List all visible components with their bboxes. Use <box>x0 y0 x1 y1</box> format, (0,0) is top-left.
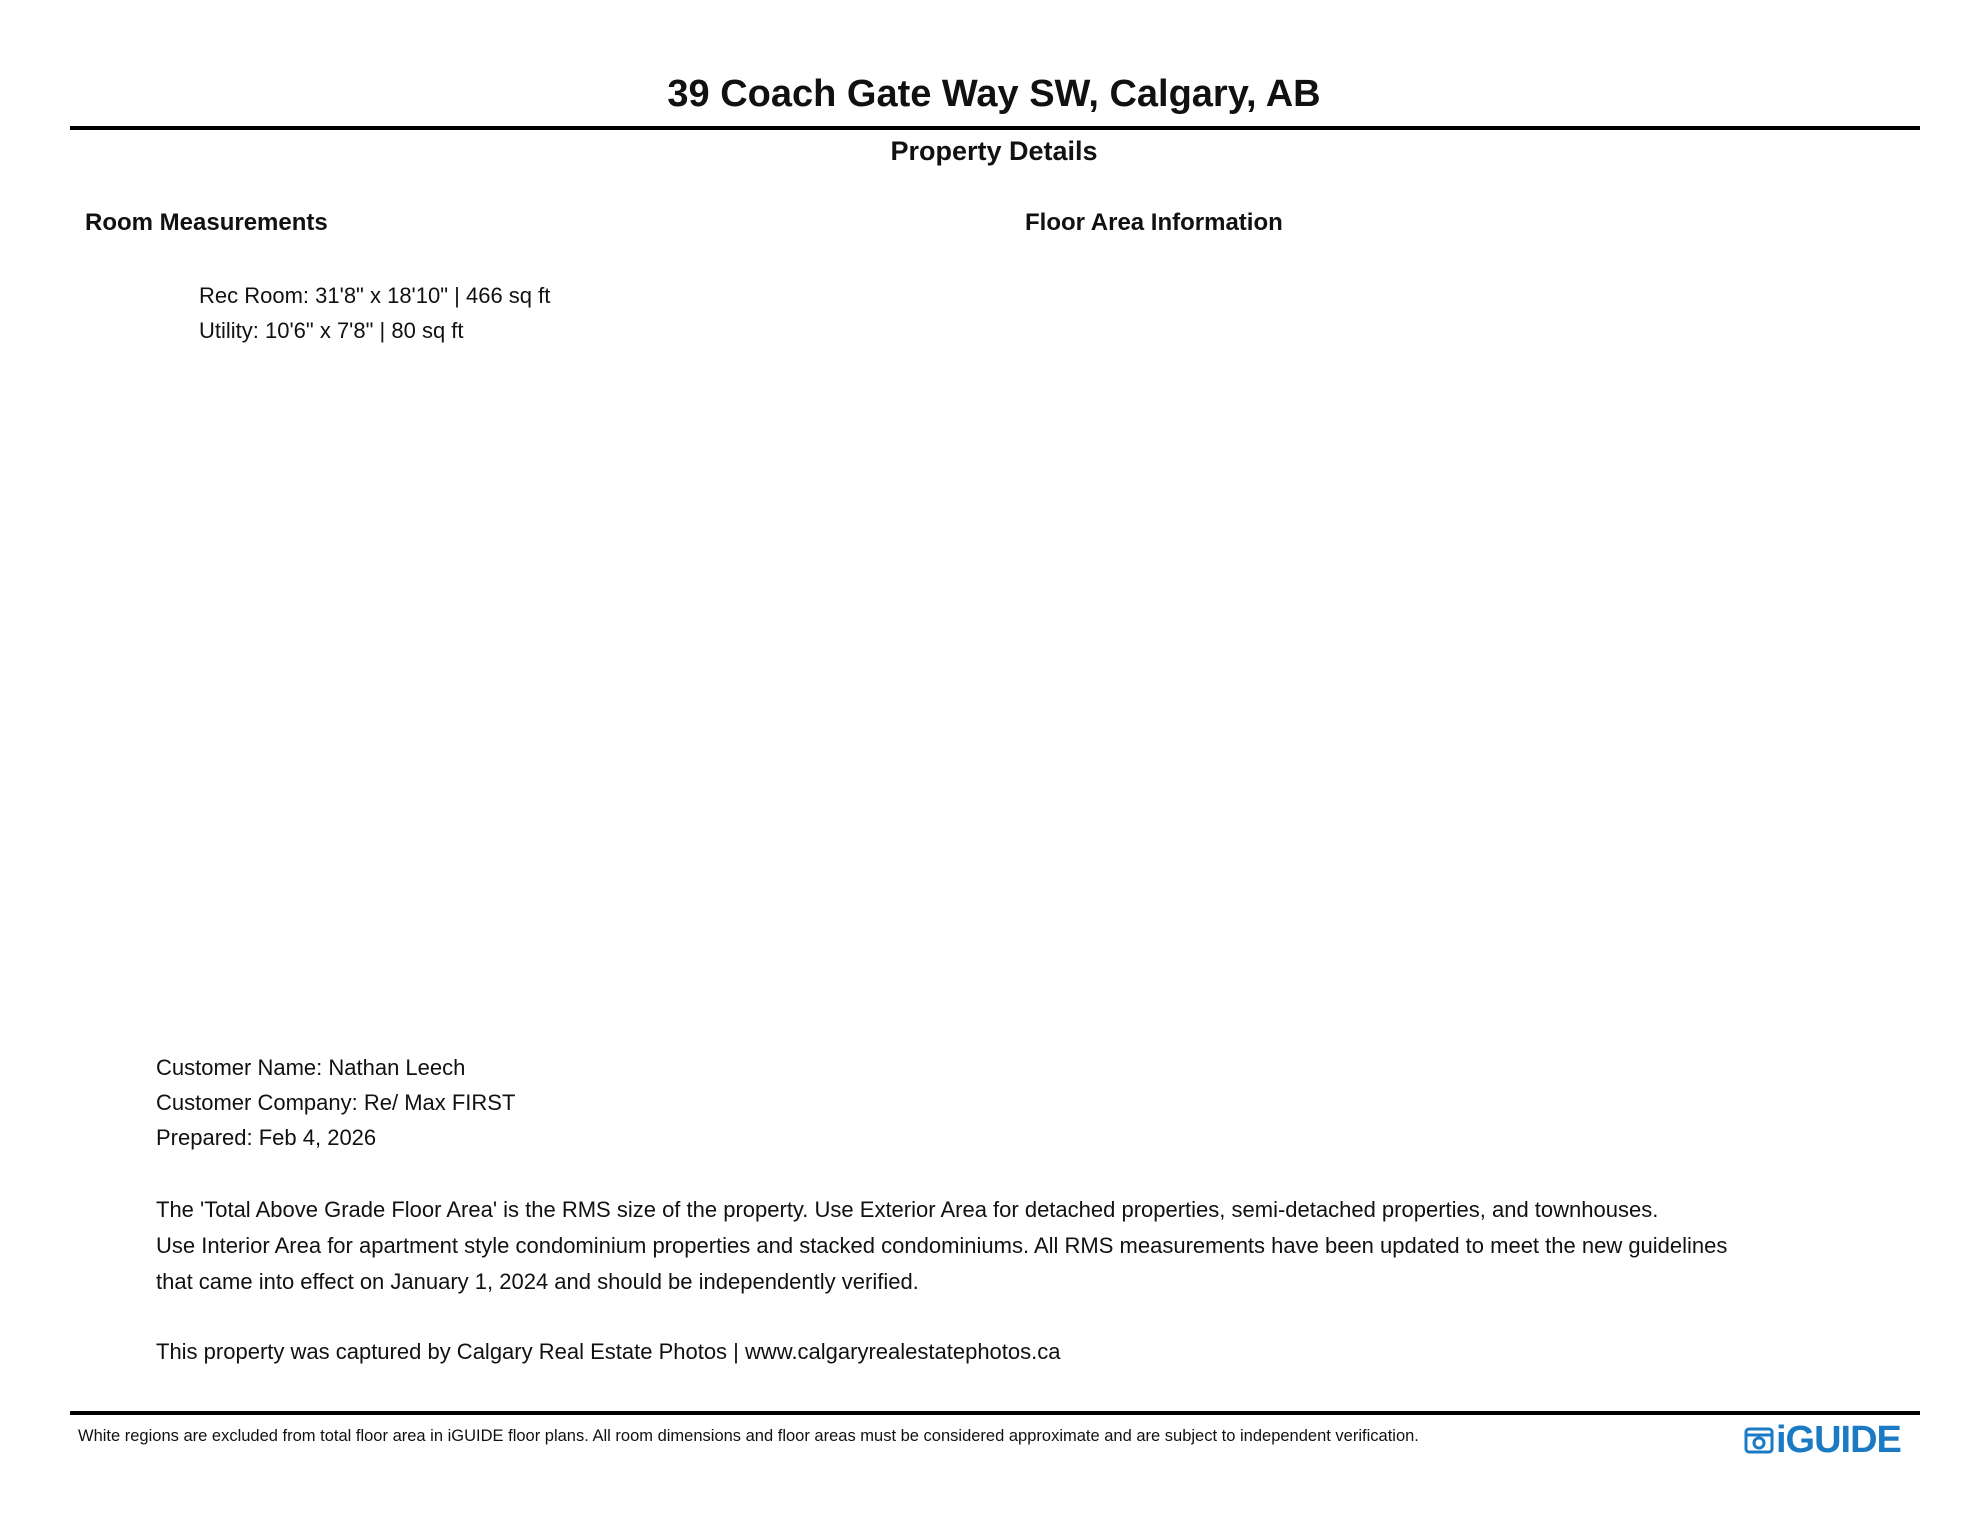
rms-notice <box>156 1192 1856 1300</box>
page-subtitle: Property Details <box>890 136 1098 166</box>
room-measurements-heading: Room Measurements <box>85 209 328 236</box>
customer-name: Customer Name: Nathan Leech <box>156 1055 466 1080</box>
floor-area-heading: Floor Area Information <box>1025 209 1283 236</box>
room-item-utility: Utility: 10'6" x 7'8" | 80 sq ft <box>199 318 464 343</box>
notice-line: that came into effect on January 1, 2024 and should be independently verified. <box>156 1269 919 1294</box>
header-divider <box>70 126 1920 130</box>
captured-by-credit: This property was captured by Calgary Real Estate Photos | www.calgaryrealestatephotos.ca <box>156 1339 1061 1364</box>
iguide-logo <box>1744 1420 1901 1460</box>
logo-text: iGUIDE <box>1776 1419 1901 1461</box>
room-item-rec-room: Rec Room: 31'8" x 18'10" | 466 sq ft <box>199 283 551 308</box>
page-title: 39 Coach Gate Way SW, Calgary, AB <box>667 73 1321 115</box>
prepared-date: Prepared: Feb 4, 2026 <box>156 1125 377 1150</box>
notice-line: Use Interior Area for apartment style condominium properties and stacked condominiums. All RMS measurements have been updated to meet the new guidelines <box>156 1233 1728 1258</box>
footer-divider <box>70 1411 1920 1415</box>
camera-box-icon <box>1744 1425 1774 1455</box>
room-list <box>199 278 550 348</box>
customer-company: Customer Company: Re/ Max FIRST <box>156 1090 516 1115</box>
customer-info <box>156 1050 515 1155</box>
footer-disclaimer: White regions are excluded from total floor area in iGUIDE floor plans. All room dimensions and floor areas must be considered approximate and are subject to independent verification. <box>78 1427 1419 1445</box>
notice-line: The 'Total Above Grade Floor Area' is the RMS size of the property. Use Exterior Area for detached properties, semi-detached properties, and townhouses. <box>156 1197 1659 1222</box>
